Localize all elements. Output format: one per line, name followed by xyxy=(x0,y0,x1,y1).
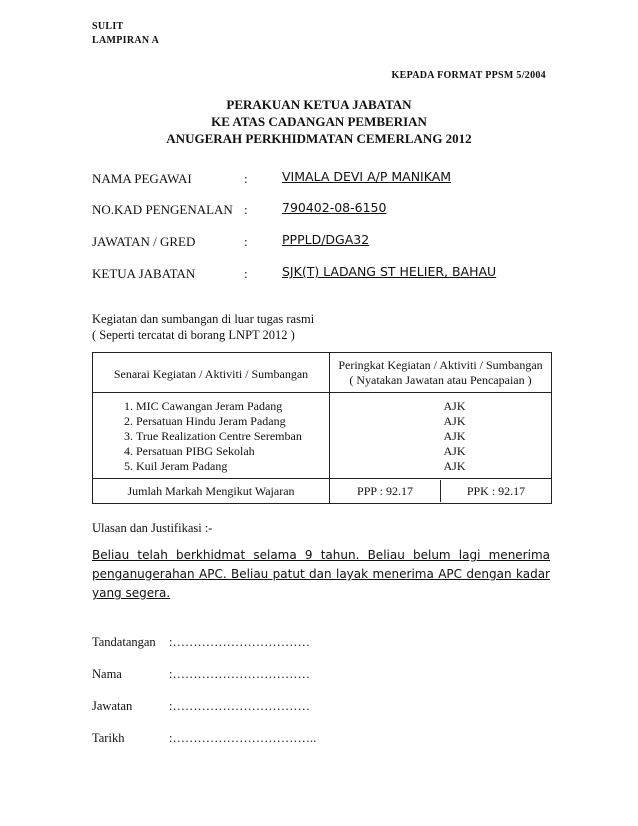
table-total-row xyxy=(93,479,552,504)
field-jawatan-gred xyxy=(92,232,562,250)
score-cell xyxy=(330,479,552,504)
field-value: 790402-08-6150 xyxy=(282,200,387,215)
role-item: AJK xyxy=(443,414,466,428)
list-item: 4. Persatuan PIBG Sekolah xyxy=(136,444,329,459)
total-label: Jumlah Markah Mengikut Wajaran xyxy=(93,479,330,504)
list-item: 3. True Realization Centre Seremban xyxy=(136,429,329,444)
signature-line: :…………………………… xyxy=(169,635,310,649)
role-item: AJK xyxy=(443,444,466,458)
field-colon: : xyxy=(244,266,248,281)
col-level-header xyxy=(330,353,552,393)
signature-line: :…………………………… xyxy=(169,667,310,681)
ulasan-label: Ulasan dan Justifikasi :- xyxy=(92,521,213,535)
header-sulit: SULIT xyxy=(92,21,124,32)
activities-list-cell xyxy=(93,393,330,479)
title-line-3: ANUGERAH PERKHIDMATAN CEMERLANG 2012 xyxy=(166,131,472,146)
field-ketua-jabatan xyxy=(92,264,562,282)
field-colon: : xyxy=(244,202,248,217)
field-no-kad-pengenalan xyxy=(92,200,562,218)
field-label: NAMA PEGAWAI xyxy=(92,171,192,186)
signature-line: :…………………………… xyxy=(169,699,310,713)
role-item: AJK xyxy=(443,429,466,443)
header-lampiran: LAMPIRAN A xyxy=(92,35,160,46)
col-level-header-line-2: ( Nyatakan Jawatan atau Pencapaian ) xyxy=(349,372,532,387)
field-value: PPPLD/DGA32 xyxy=(282,232,370,247)
signature-label: Jawatan xyxy=(92,699,133,713)
roles-cell xyxy=(330,393,552,479)
activities-intro xyxy=(92,311,314,343)
role-item: AJK xyxy=(443,399,466,413)
signature-line: :…………………………….. xyxy=(169,731,317,745)
field-value: SJK(T) LADANG ST HELIER, BAHAU xyxy=(282,264,497,279)
ulasan-text: Beliau telah berkhidmat selama 9 tahun. Beliau belum lagi menerima penganugerahan APC. Beliau patut dan layak menerima APC dengan kadar yang segera. xyxy=(92,548,550,600)
list-item: 2. Persatuan Hindu Jeram Padang xyxy=(136,414,329,429)
signature-label: Tarikh xyxy=(92,731,125,745)
title-line-1: PERAKUAN KETUA JABATAN xyxy=(226,97,412,112)
ppk-score: PPK : 92.17 xyxy=(466,483,526,498)
field-colon: : xyxy=(244,171,248,186)
role-item: AJK xyxy=(443,459,466,473)
document-title xyxy=(0,96,638,147)
col-activities-header: Senarai Kegiatan / Aktiviti / Sumbangan xyxy=(93,353,330,393)
intro-line-2: ( Seperti tercatat di borang LNPT 2012 ) xyxy=(92,328,295,342)
field-colon: : xyxy=(244,234,248,249)
field-label: JAWATAN / GRED xyxy=(92,234,196,249)
ppp-score: PPP : 92.17 xyxy=(330,480,441,502)
list-item: 5. Kuil Jeram Padang xyxy=(136,459,329,474)
field-value: VIMALA DEVI A/P MANIKAM xyxy=(282,169,452,184)
list-item: 1. MIC Cawangan Jeram Padang xyxy=(136,399,329,414)
intro-line-1: Kegiatan dan sumbangan di luar tugas rasmi xyxy=(92,312,315,326)
header-format-ref: KEPADA FORMAT PPSM 5/2004 xyxy=(391,70,546,81)
table-header-row xyxy=(93,353,552,393)
field-label: NO.KAD PENGENALAN xyxy=(92,202,233,217)
field-label: KETUA JABATAN xyxy=(92,266,196,281)
col-level-header-line-1: Peringkat Kegiatan / Aktiviti / Sumbangan xyxy=(338,357,543,372)
signature-label: Tandatangan xyxy=(92,635,156,649)
activities-table xyxy=(92,352,552,504)
table-row xyxy=(93,393,552,479)
title-line-2: KE ATAS CADANGAN PEMBERIAN xyxy=(211,114,427,129)
signature-label: Nama xyxy=(92,667,122,681)
header-left xyxy=(92,20,159,48)
activities-list xyxy=(93,399,329,474)
field-nama-pegawai xyxy=(92,169,562,187)
